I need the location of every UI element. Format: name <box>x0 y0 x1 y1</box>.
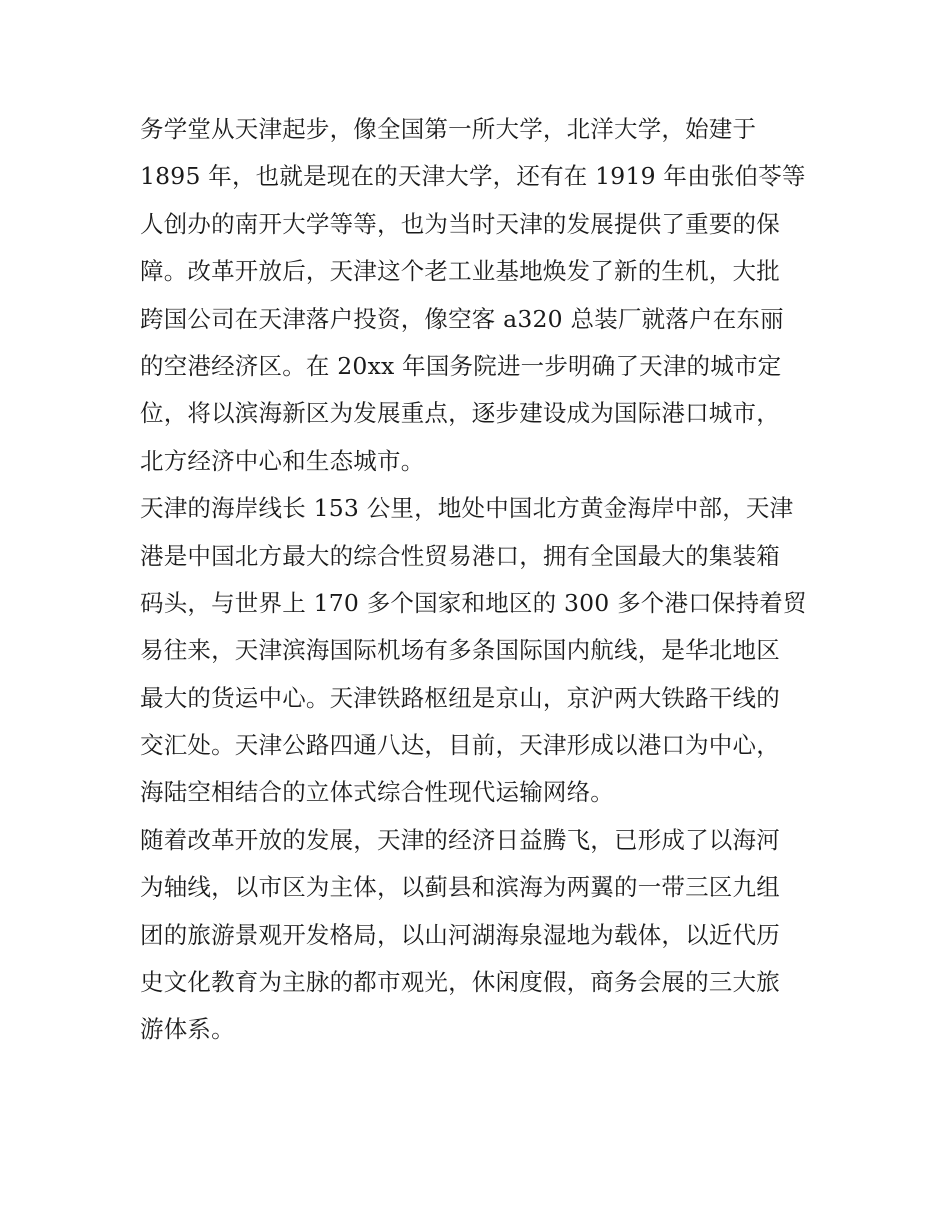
text-line: 随着改革开放的发展，天津的经济日益腾飞，已形成了以海河 <box>140 825 780 854</box>
paragraph-tianjin-education <box>140 106 812 485</box>
text-line: 天津的海岸线长 153 公里，地处中国北方黄金海岸中部，天津 <box>140 494 794 523</box>
body-text <box>140 106 812 1054</box>
text-line: 港是中国北方最大的综合性贸易港口，拥有全国最大的集装箱 <box>140 541 780 570</box>
text-line: 务学堂从天津起步，像全国第一所大学，北洋大学，始建于 <box>140 115 757 143</box>
paragraph-tianjin-tourism <box>140 817 812 1054</box>
text-line: 障。改革开放后，天津这个老工业基地焕发了新的生机，大批 <box>140 257 780 286</box>
text-line: 位，将以滨海新区为发展重点，逐步建设成为国际港口城市， <box>140 399 780 428</box>
text-line: 码头，与世界上 170 多个国家和地区的 300 多个港口保持着贸 <box>140 588 807 617</box>
text-line: 团的旅游景观开发格局，以山河湖海泉湿地为载体，以近代历 <box>140 920 780 949</box>
text-line: 1895 年，也就是现在的天津大学，还有在 1919 年由张伯苓等 <box>140 162 806 191</box>
text-line: 最大的货运中心。天津铁路枢纽是京山，京沪两大铁路干线的 <box>140 683 780 712</box>
text-line: 跨国公司在天津落户投资，像空客 a320 总装厂就落户在东丽 <box>140 304 784 333</box>
text-line: 游体系。 <box>140 1015 235 1044</box>
text-line: 交汇处。天津公路四通八达，目前，天津形成以港口为中心， <box>140 731 780 760</box>
text-line: 北方经济中心和生态城市。 <box>140 446 425 475</box>
text-line: 人创办的南开大学等等，也为当时天津的发展提供了重要的保 <box>140 209 780 238</box>
text-line: 史文化教育为主脉的都市观光，休闲度假，商务会展的三大旅 <box>140 968 780 997</box>
text-line: 海陆空相结合的立体式综合性现代运输网络。 <box>140 778 614 807</box>
text-line: 易往来，天津滨海国际机场有多条国际国内航线，是华北地区 <box>140 636 780 665</box>
text-line: 为轴线，以市区为主体，以蓟县和滨海为两翼的一带三区九组 <box>140 873 780 902</box>
text-line: 的空港经济区。在 20xx 年国务院进一步明确了天津的城市定 <box>140 351 782 380</box>
paragraph-tianjin-transport <box>140 485 812 817</box>
